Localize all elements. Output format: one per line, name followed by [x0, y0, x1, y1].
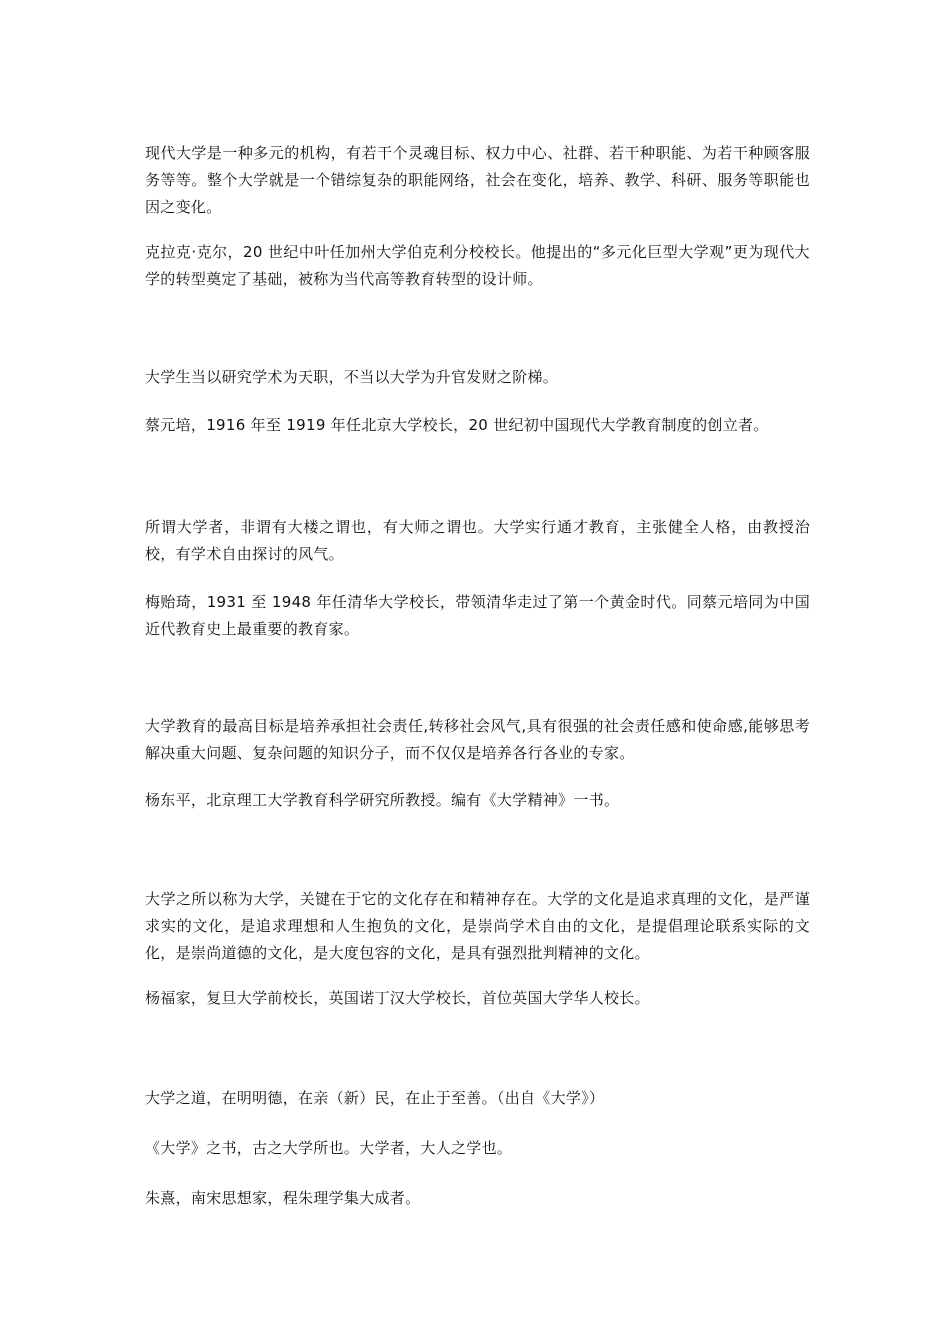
paragraph-yang-fujia-bio: 杨福家，复旦大学前校长，英国诺丁汉大学校长，首位英国大学华人校长。 [145, 989, 650, 1007]
paragraph-mei-yiqi-bio: 梅贻琦，1931 至 1948 年任清华大学校长，带领清华走过了第一个黄金时代。同蔡元培同为中国近代教育史上最重要的教育家。 [145, 593, 810, 638]
paragraph-mei-yiqi-quote: 所谓大学者，非谓有大楼之谓也，有大师之谓也。大学实行通才教育，主张健全人格，由教授治校，有学术自由探讨的风气。 [145, 518, 810, 563]
paragraph-clark-kerr-bio: 克拉克·克尔，20 世纪中叶任加州大学伯克利分校校长。他提出的“多元化巨型大学观”更为现代大学的转型奠定了基础，被称为当代高等教育转型的设计师。 [145, 243, 810, 288]
paragraph-cai-yuanpei-quote: 大学生当以研究学术为天职，不当以大学为升官发财之阶梯。 [145, 368, 559, 386]
paragraph-daxue-quote: 大学之道，在明明德，在亲（新）民，在止于至善。（出自《大学》） [145, 1089, 605, 1107]
paragraph-cai-yuanpei-bio: 蔡元培，1916 年至 1919 年任北京大学校长，20 世纪初中国现代大学教育制度的创立者。 [145, 416, 769, 434]
paragraph-multiversity-quote: 现代大学是一种多元的机构，有若干个灵魂目标、权力中心、社群、若干种职能、为若干种顾客服务等等。整个大学就是一个错综复杂的职能网络，社会在变化，培养、教学、科研、服务等职能也因之变化。 [145, 144, 810, 216]
paragraph-yang-fujia-quote: 大学之所以称为大学，关键在于它的文化存在和精神存在。大学的文化是追求真理的文化，是严谨求实的文化，是追求理想和人生抱负的文化，是崇尚学术自由的文化，是提倡理论联系实际的文化，是崇尚道德的文化，是大度包容的文化，是具有强烈批判精神的文化。 [145, 890, 810, 962]
paragraph-yang-dongping-quote: 大学教育的最高目标是培养承担社会责任,转移社会风气,具有很强的社会责任感和使命感,能够思考解决重大问题、复杂问题的知识分子，而不仅仅是培养各行各业的专家。 [145, 717, 810, 762]
paragraph-zhu-xi-bio: 朱熹，南宋思想家，程朱理学集大成者。 [145, 1189, 421, 1207]
paragraph-yang-dongping-bio: 杨东平，北京理工大学教育科学研究所教授。编有《大学精神》一书。 [145, 791, 620, 809]
paragraph-daxue-definition: 《大学》之书，古之大学所也。大学者，大人之学也。 [145, 1139, 513, 1157]
